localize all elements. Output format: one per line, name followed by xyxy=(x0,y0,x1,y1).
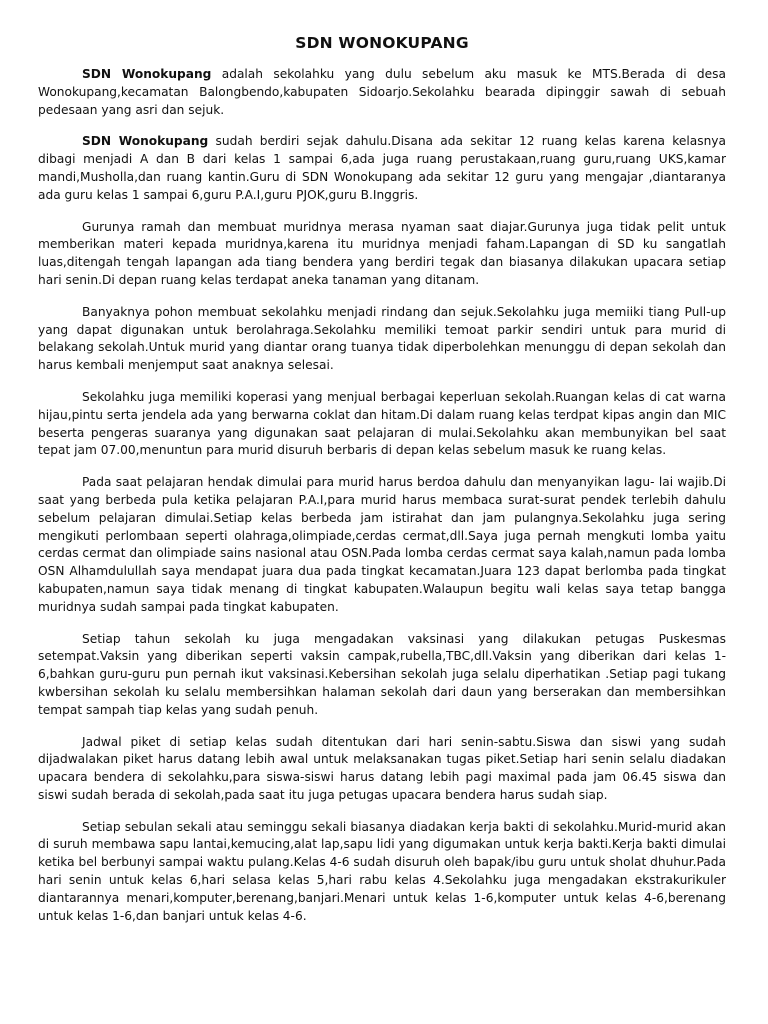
paragraph-7-text: Setiap tahun sekolah ku juga mengadakan vaksinasi yang dilakukan petugas Puskesmas setempat.Vaksin yang diberikan seperti vaksin campak,rubella,TBC,dll.Vaksin yang diberikan dari kelas 1-6,bahkan guru-guru pun pernah ikut vaksinasi.Kebersihan sekolah juga selalu diperhatikan .Setiap pagi tukang kwbersihan sekolah ku selalu membersihkan halaman sekolah dari daun yang berserakan dan membersihkan tempat sampah tiap kelas yang sudah penuh. xyxy=(38,631,726,717)
document-title: SDN WONOKUPANG xyxy=(295,34,469,52)
paragraph-2-bold-lead: SDN Wonokupang xyxy=(82,134,209,149)
paragraph-8 xyxy=(38,734,726,805)
paragraph-2 xyxy=(38,133,726,204)
paragraph-6 xyxy=(38,474,726,616)
paragraph-1 xyxy=(38,66,726,119)
paragraph-7 xyxy=(38,631,726,720)
paragraph-3-text: Gurunya ramah dan membuat muridnya merasa nyaman saat diajar.Gurunya juga tidak pelit untuk memberikan materi kepada muridnya,karena itu muridnya menjadi faham.Lapangan di SD ku sangatlah luas,ditengah tengah lapangan ada tiang bendera yang berdiri tegak dan biasanya dilakukan upacara setiap hari senin.Di depan ruang kelas terdapat aneka tanaman yang ditanam. xyxy=(38,219,726,287)
paragraph-8-text: Jadwal piket di setiap kelas sudah ditentukan dari hari senin-sabtu.Siswa dan siswi yang sudah dijadwalakan piket harus datang lebih awal untuk melaksanakan tugas piket.Setiap hari senin selalu diadakan upacara bendera di sekolahku,para siswa-siswi harus datang lebih pagi maximal pada jam 06.45 siswa dan siswi sudah berada di sekolah,pada saat itu juga petugas upacara bendera harus sudah siap. xyxy=(38,734,726,802)
paragraph-1-text: adalah sekolahku yang dulu sebelum aku masuk ke MTS.Berada di desa Wonokupang,kecamatan Balongbendo,kabupaten Sidoarjo.Sekolahku bearada dipinggir sawah di sebuah pedesaan yang asri dan sejuk. xyxy=(38,67,726,117)
paragraph-1-bold-lead: SDN Wonokupang xyxy=(82,67,212,81)
paragraph-4-text: Banyaknya pohon membuat sekolahku menjadi rindang dan sejuk.Sekolahku juga memiiki tiang Pull-up yang dapat digunakan untuk berolahraga.Sekolahku memiliki temoat parkir sendiri untuk para murid di belakang sekolah.Untuk murid yang diantar orang tuanya tidak diperbolehkan menunggu di depan sekolah dan harus kembali menjemput saat anaknya selesai. xyxy=(38,304,726,373)
paragraph-4 xyxy=(38,304,726,375)
paragraph-9-text: Setiap sebulan sekali atau seminggu sekali biasanya diadakan kerja bakti di sekolahku.Murid-murid akan di suruh membawa sapu lantai,kemucing,alat lap,sapu lidi yang digumakan untuk kerja bakti.Kerja bakti dimulai ketika bel berbunyi sampai waktu pulang.Kelas 4-6 sudah disuruh oleh bapak/ibu guru untuk sholat dhuhur.Pada hari senin untuk kelas 6,hari selasa kelas 5,hari rabu kelas 4.Sekolahku juga mengadakan ekstrakurikuler diantarannya menari,komputer,berenang,banjari.Menari untuk kelas 1-6,komputer untuk kelas 4-6,berenang untuk kelas 1-6,dan banjari untuk kelas 4-6. xyxy=(38,819,726,923)
paragraph-5 xyxy=(38,389,726,460)
paragraph-5-text: Sekolahku juga memiliki koperasi yang menjual berbagai keperluan sekolah.Ruangan kelas di cat warna hijau,pintu serta jendela ada yang berwarna coklat dan hitam.Di dalam ruang kelas terdpat kipas angin dan MIC beserta pengeras suaranya yang digunakan saat pelajaran di mulai.Sekolahku akan membunyikan bel saat tepat jam 07.00,menuntun para murid disuruh berbaris di depan kelas sebelum masuk ke ruang kelas. xyxy=(38,389,726,458)
paragraph-2-text: sudah berdiri sejak dahulu.Disana ada sekitar 12 ruang kelas karena kelasnya dibagi menjadi A dan B dari kelas 1 sampai 6,ada juga ruang perustakaan,ruang guru,ruang UKS,kamar mandi,Musholla,dan ruang kantin.Guru di SDN Wonokupang ada sekitar 12 guru yang mengajar ,diantaranya ada guru kelas 1 sampai 6,guru P.A.I,guru PJOK,guru B.Inggris. xyxy=(38,134,726,202)
paragraph-6-text: Pada saat pelajaran hendak dimulai para murid harus berdoa dahulu dan menyanyikan lagu- lai wajib.Di saat yang berbeda pula ketika pelajaran P.A.I,para murid harus membaca surat-surat pendek terlebih dahulu sebelum pelajaran dimulai.Setiap kelas berbeda jam istirahat dan jam pulangnya.Sekolahku juga sering mengikuti perlombaan seperti olahraga,olimpiade,cerdas cermat,dll.Saya juga pernah mengkuti lomba yaitu cerdas cermat dan olimpiade sains nasional atau OSN.Pada lomba cerdas cermat saya kalah,namun pada lomba OSN Alhamdulullah saya mendapat juara dua pada tingkat kecamatan.Juara 123 dapat berlomba pada tingkat kabupaten,namun saya tidak menang di tingkat kabupaten.Walaupun begitu wali kelas saya tetap bangga muridnya sudah sampai pada tingkat kabupaten. xyxy=(38,475,726,614)
paragraph-3 xyxy=(38,219,726,290)
paragraph-9 xyxy=(38,819,726,926)
